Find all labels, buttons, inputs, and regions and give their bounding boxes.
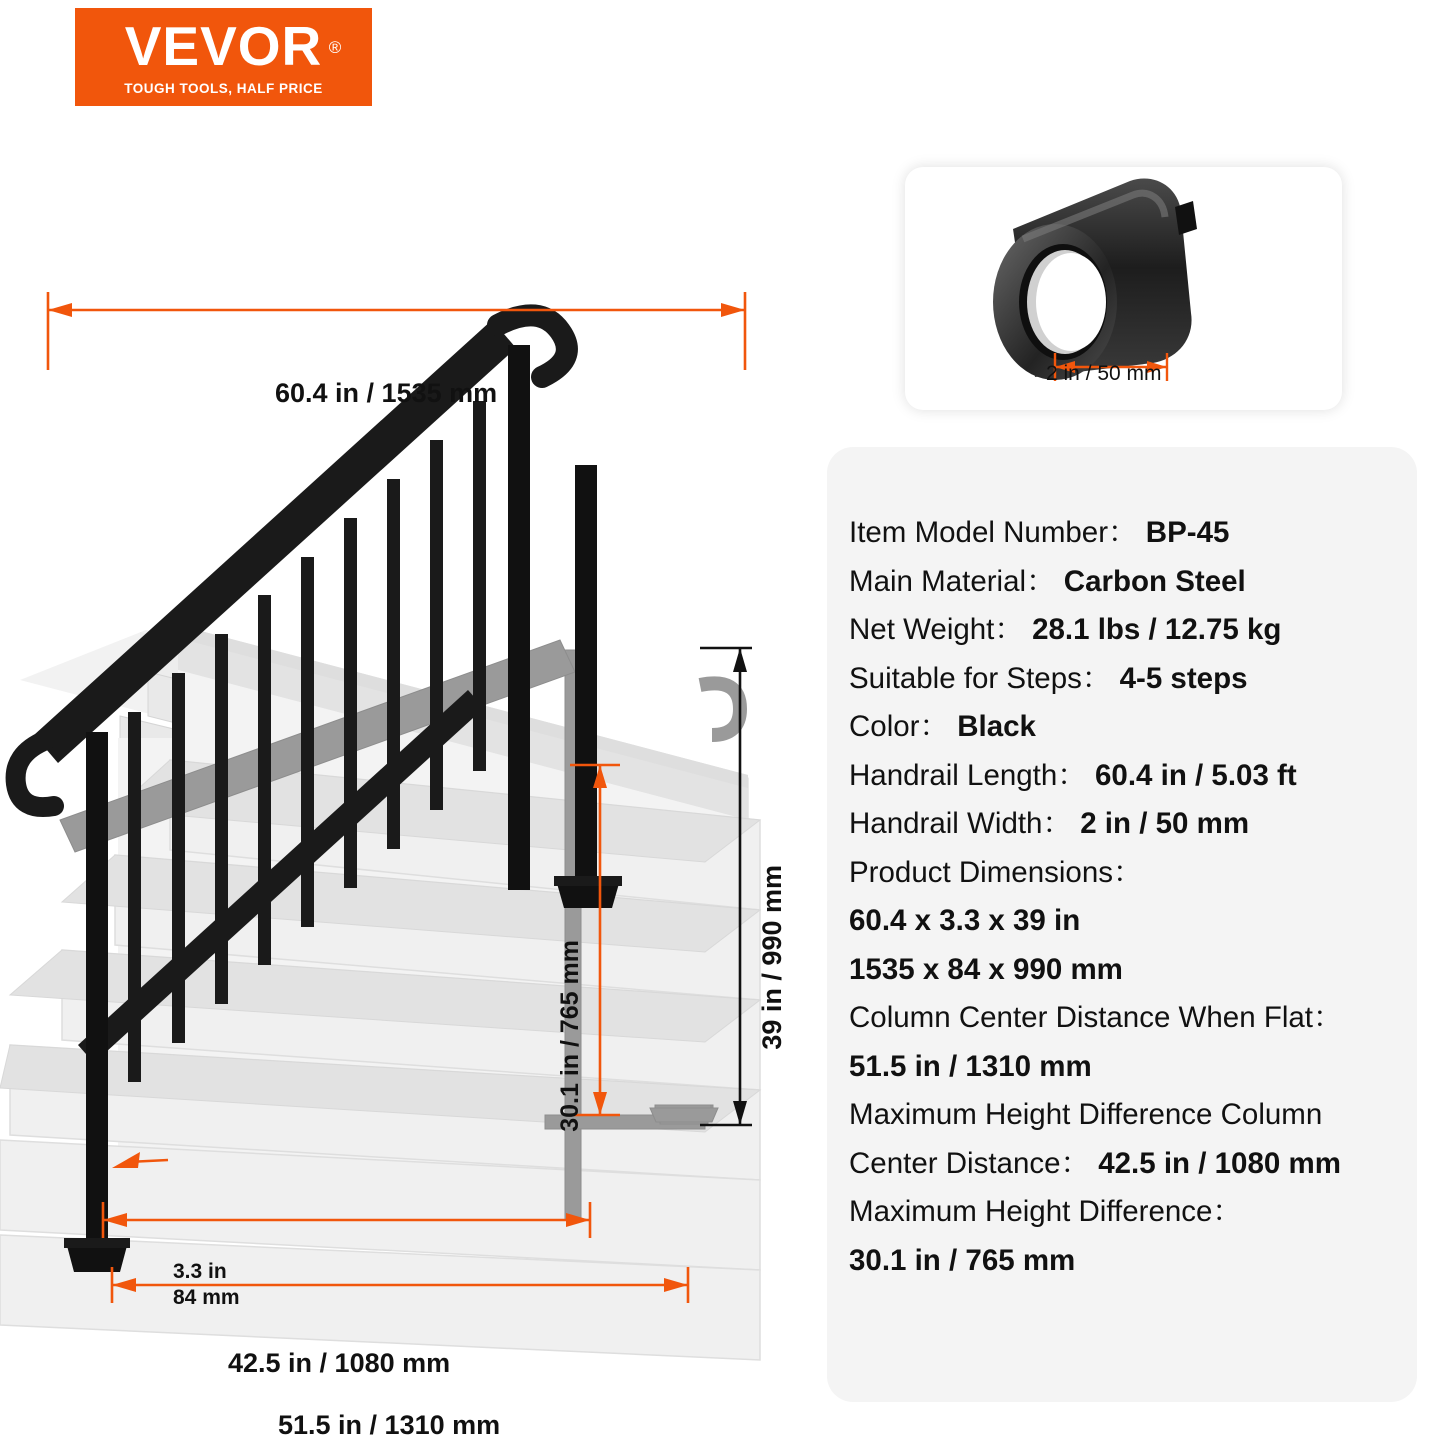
- spec-key-handrail-length: Handrail Length: [849, 758, 1058, 792]
- spec-sep-handrail-width: ：: [1042, 807, 1072, 840]
- spec-value-weight: 28.1 lbs / 12.75 kg: [1032, 613, 1282, 646]
- dimension-bottom-inner: 42.5 in / 1080 mm: [228, 1348, 451, 1378]
- spec-sep-product-dimensions: ：: [1112, 855, 1143, 889]
- dimension-inner-height: 30.1 in / 765 mm: [556, 940, 584, 1132]
- vevor-logo: [75, 8, 372, 106]
- registered-mark: ®: [328, 38, 343, 57]
- spec-row-max-height-diff-column-1: [827, 1091, 1417, 1140]
- spec-sep-model: ：: [1108, 516, 1138, 549]
- spec-key-product-dimensions: Product Dimensions: [849, 855, 1113, 889]
- brand-wordmark: [124, 15, 343, 77]
- dimension-top-length: 60.4 in / 1535 mm: [275, 378, 498, 408]
- brand-tagline: TOUGH TOOLS, HALF PRICE: [124, 81, 323, 96]
- spec-sep-color: ：: [919, 710, 950, 743]
- spec-sep-max-height-diff: ：: [1212, 1195, 1242, 1228]
- spec-key-material: Main Material: [849, 564, 1027, 598]
- spec-value-column-center-distance: 51.5 in / 1310 mm: [849, 1049, 1092, 1083]
- dimension-base-plate-in: 3.3 in: [173, 1260, 227, 1283]
- spec-key-model: Item Model Number: [849, 516, 1109, 549]
- spec-row-model: [827, 509, 1417, 558]
- spec-value-dimensions-mm: 1535 x 84 x 990 mm: [849, 952, 1123, 986]
- spec-value-model: BP-45: [1145, 516, 1230, 549]
- brand-name: VEVOR: [124, 15, 323, 77]
- spec-sep-steps: ：: [1081, 661, 1112, 695]
- spec-key-color: Color: [849, 710, 920, 743]
- spec-row-material: [827, 558, 1417, 607]
- spec-row-handrail-length: [827, 752, 1417, 801]
- spec-value-dimensions-inches: 60.4 x 3.3 x 39 in: [849, 904, 1081, 937]
- spec-row-column-center-distance: [827, 994, 1417, 1043]
- spec-row-steps: [827, 655, 1417, 704]
- spec-row-product-dimensions: [827, 849, 1417, 898]
- spec-sep-material: ：: [1026, 564, 1056, 598]
- spec-sep-max-height-diff-column: ：: [1060, 1146, 1091, 1180]
- spec-value-material: Carbon Steel: [1063, 564, 1246, 598]
- spec-value-max-height-diff-column: 42.5 in / 1080 mm: [1098, 1146, 1341, 1180]
- spec-key-steps: Suitable for Steps: [849, 661, 1082, 695]
- dimension-right-height: 39 in / 990 mm: [757, 865, 787, 1050]
- spec-value-handrail-width: 2 in / 50 mm: [1080, 807, 1250, 840]
- dimension-base-plate: [173, 1259, 240, 1311]
- spec-value-steps: 4-5 steps: [1119, 661, 1248, 695]
- spec-value-max-height-diff: 30.1 in / 765 mm: [849, 1243, 1076, 1277]
- dimension-base-plate-mm: 84 mm: [173, 1286, 240, 1309]
- spec-sep-handrail-length: ：: [1057, 758, 1087, 792]
- spec-key-column-center-distance: Column Center Distance When Flat：: [849, 1001, 1343, 1034]
- spec-row-color: [827, 703, 1417, 752]
- inset-caption: 2 in / 50 mm: [1046, 362, 1162, 385]
- spec-key-max-height-diff-column-line1: Maximum Height Difference Column: [849, 1098, 1323, 1131]
- spec-key-max-height-diff-column-line2: Center Distance: [849, 1146, 1061, 1180]
- spec-key-handrail-width: Handrail Width: [849, 807, 1043, 840]
- handrail-diagram: [0, 120, 810, 1445]
- spec-value-handrail-length: 60.4 in / 5.03 ft: [1095, 758, 1297, 792]
- spec-row-max-height-diff: [827, 1188, 1417, 1237]
- dimension-bottom-outer: 51.5 in / 1310 mm: [278, 1410, 501, 1440]
- spec-key-weight: Net Weight: [849, 613, 995, 646]
- spec-row-handrail-width: [827, 800, 1417, 849]
- spec-value-color: Black: [957, 710, 1036, 743]
- spec-key-max-height-diff: Maximum Height Difference: [849, 1195, 1213, 1228]
- spec-row-max-height-diff-column-2: [827, 1140, 1417, 1189]
- product-illustration: [0, 120, 810, 1445]
- spec-row-weight: [827, 606, 1417, 655]
- spec-sep-weight: ：: [994, 613, 1024, 646]
- specification-panel: [827, 447, 1417, 1402]
